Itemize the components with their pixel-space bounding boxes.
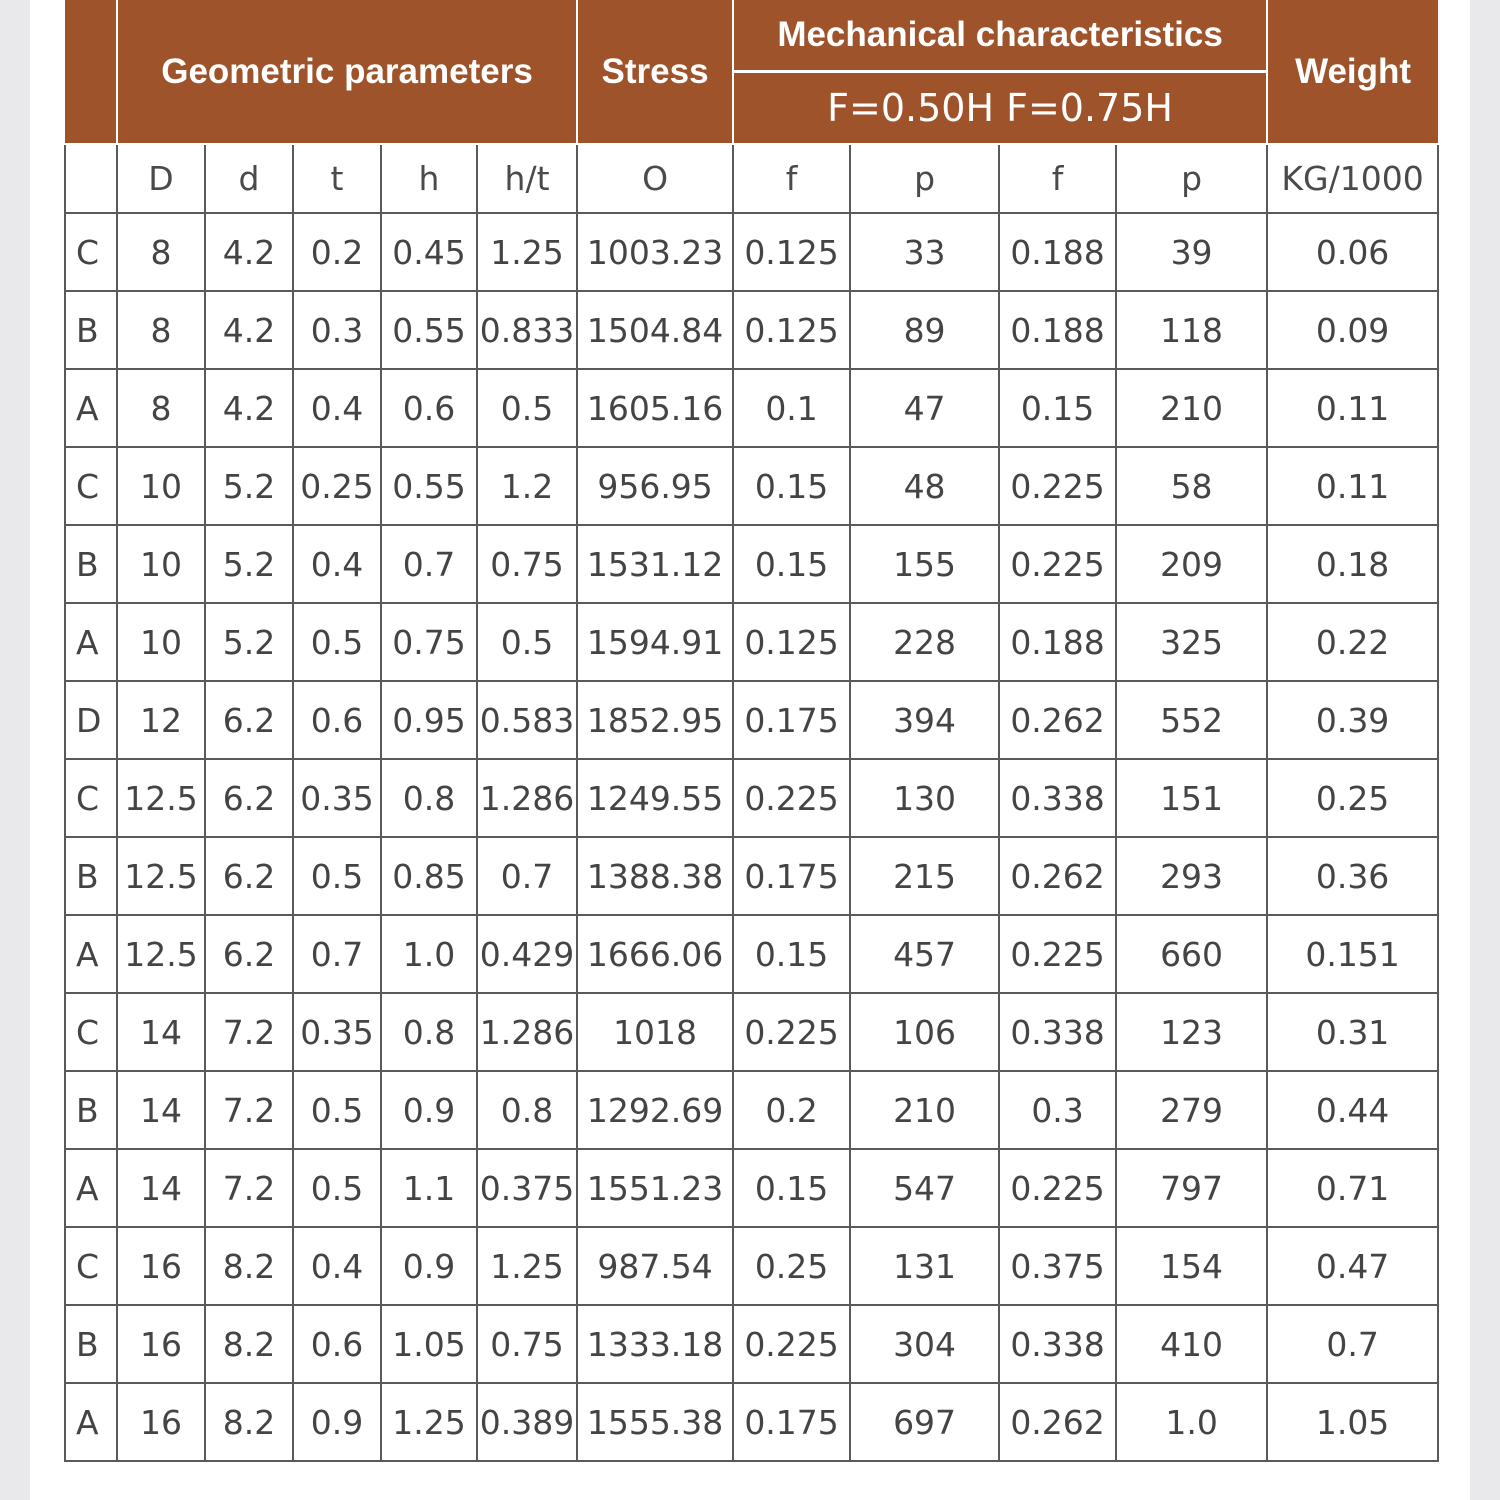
table-cell: 6.2 bbox=[205, 837, 293, 915]
table-cell: 1.05 bbox=[381, 1305, 477, 1383]
table-cell: 0.11 bbox=[1267, 369, 1438, 447]
table-row bbox=[65, 213, 1438, 291]
table-row bbox=[65, 1227, 1438, 1305]
table-cell: 210 bbox=[1116, 369, 1267, 447]
table-cell: 0.7 bbox=[381, 525, 477, 603]
table-cell: 1605.16 bbox=[577, 369, 733, 447]
table-cell: 1666.06 bbox=[577, 915, 733, 993]
unit-cell: f bbox=[733, 144, 850, 213]
table-cell: 0.44 bbox=[1267, 1071, 1438, 1149]
table-cell: 0.55 bbox=[381, 447, 477, 525]
table-cell: 16 bbox=[117, 1227, 205, 1305]
table-cell: 0.8 bbox=[381, 993, 477, 1071]
table-cell: 0.375 bbox=[477, 1149, 577, 1227]
grade-cell: C bbox=[65, 993, 117, 1071]
unit-cell-blank bbox=[65, 144, 117, 213]
table-cell: 123 bbox=[1116, 993, 1267, 1071]
table-cell: 0.188 bbox=[999, 603, 1116, 681]
unit-cell: h bbox=[381, 144, 477, 213]
table-cell: 1.286 bbox=[477, 759, 577, 837]
table-cell: 209 bbox=[1116, 525, 1267, 603]
table-cell: 0.22 bbox=[1267, 603, 1438, 681]
table-cell: 5.2 bbox=[205, 603, 293, 681]
table-row bbox=[65, 1305, 1438, 1383]
table-cell: 552 bbox=[1116, 681, 1267, 759]
table-cell: 0.71 bbox=[1267, 1149, 1438, 1227]
table-cell: 1292.69 bbox=[577, 1071, 733, 1149]
grade-cell: A bbox=[65, 1149, 117, 1227]
grade-cell: D bbox=[65, 681, 117, 759]
grade-cell: C bbox=[65, 759, 117, 837]
unit-cell: d bbox=[205, 144, 293, 213]
table-cell: 0.11 bbox=[1267, 447, 1438, 525]
table-cell: 0.225 bbox=[999, 525, 1116, 603]
unit-cell: O bbox=[577, 144, 733, 213]
table-cell: 0.15 bbox=[733, 447, 850, 525]
table-cell: 0.429 bbox=[477, 915, 577, 993]
table-cell: 0.3 bbox=[999, 1071, 1116, 1149]
table-cell: 0.25 bbox=[733, 1227, 850, 1305]
table-cell: 0.1 bbox=[733, 369, 850, 447]
grade-cell: B bbox=[65, 1071, 117, 1149]
table-cell: 0.225 bbox=[733, 1305, 850, 1383]
table-cell: 7.2 bbox=[205, 993, 293, 1071]
table-cell: 0.7 bbox=[477, 837, 577, 915]
grade-cell: C bbox=[65, 1227, 117, 1305]
table-cell: 0.125 bbox=[733, 291, 850, 369]
table-cell: 0.338 bbox=[999, 759, 1116, 837]
table-cell: 39 bbox=[1116, 213, 1267, 291]
table-cell: 1.25 bbox=[381, 1383, 477, 1461]
table-cell: 1.2 bbox=[477, 447, 577, 525]
table-cell: 0.7 bbox=[293, 915, 381, 993]
grade-cell: A bbox=[65, 603, 117, 681]
table-cell: 10 bbox=[117, 525, 205, 603]
table-cell: 0.262 bbox=[999, 837, 1116, 915]
grade-cell: A bbox=[65, 915, 117, 993]
table-cell: 547 bbox=[850, 1149, 999, 1227]
table-cell: 0.85 bbox=[381, 837, 477, 915]
table-cell: 279 bbox=[1116, 1071, 1267, 1149]
table-cell: 5.2 bbox=[205, 525, 293, 603]
table-cell: 0.225 bbox=[999, 915, 1116, 993]
table-cell: 1.05 bbox=[1267, 1383, 1438, 1461]
table-cell: 0.6 bbox=[293, 1305, 381, 1383]
table-cell: 0.31 bbox=[1267, 993, 1438, 1071]
grade-cell: B bbox=[65, 291, 117, 369]
table-cell: 0.15 bbox=[999, 369, 1116, 447]
table-cell: 8.2 bbox=[205, 1227, 293, 1305]
table-cell: 0.125 bbox=[733, 213, 850, 291]
table-cell: 0.45 bbox=[381, 213, 477, 291]
table-cell: 660 bbox=[1116, 915, 1267, 993]
page-sheet bbox=[30, 0, 1470, 1500]
table-cell: 47 bbox=[850, 369, 999, 447]
table-cell: 1018 bbox=[577, 993, 733, 1071]
table-cell: 0.18 bbox=[1267, 525, 1438, 603]
table-cell: 410 bbox=[1116, 1305, 1267, 1383]
table-cell: 0.175 bbox=[733, 837, 850, 915]
table-cell: 1.1 bbox=[381, 1149, 477, 1227]
grade-cell: B bbox=[65, 525, 117, 603]
table-cell: 228 bbox=[850, 603, 999, 681]
table-cell: 0.338 bbox=[999, 1305, 1116, 1383]
table-cell: 155 bbox=[850, 525, 999, 603]
table-cell: 210 bbox=[850, 1071, 999, 1149]
table-cell: 0.55 bbox=[381, 291, 477, 369]
table-cell: 14 bbox=[117, 1071, 205, 1149]
table-cell: 0.225 bbox=[733, 759, 850, 837]
table-row bbox=[65, 681, 1438, 759]
table-cell: 0.188 bbox=[999, 291, 1116, 369]
table-row bbox=[65, 447, 1438, 525]
table-cell: 0.6 bbox=[381, 369, 477, 447]
header-geometric-parameters: Geometric parameters bbox=[117, 0, 577, 144]
table-cell: 118 bbox=[1116, 291, 1267, 369]
table-cell: 1249.55 bbox=[577, 759, 733, 837]
table-cell: 0.4 bbox=[293, 525, 381, 603]
table-cell: 0.262 bbox=[999, 1383, 1116, 1461]
table-cell: 0.15 bbox=[733, 1149, 850, 1227]
table-cell: 987.54 bbox=[577, 1227, 733, 1305]
table-cell: 0.15 bbox=[733, 915, 850, 993]
table-cell: 8.2 bbox=[205, 1383, 293, 1461]
table-cell: 14 bbox=[117, 993, 205, 1071]
table-cell: 4.2 bbox=[205, 213, 293, 291]
table-cell: 0.5 bbox=[293, 603, 381, 681]
table-cell: 0.4 bbox=[293, 369, 381, 447]
table-cell: 154 bbox=[1116, 1227, 1267, 1305]
table-cell: 16 bbox=[117, 1383, 205, 1461]
table-cell: 0.375 bbox=[999, 1227, 1116, 1305]
table-cell: 0.8 bbox=[477, 1071, 577, 1149]
table-cell: 1504.84 bbox=[577, 291, 733, 369]
table-cell: 0.583 bbox=[477, 681, 577, 759]
table-row bbox=[65, 837, 1438, 915]
table-cell: 0.833 bbox=[477, 291, 577, 369]
table-cell: 1.0 bbox=[1116, 1383, 1267, 1461]
grade-cell: A bbox=[65, 369, 117, 447]
table-cell: 0.47 bbox=[1267, 1227, 1438, 1305]
table-cell: 215 bbox=[850, 837, 999, 915]
unit-cell: h/t bbox=[477, 144, 577, 213]
table-cell: 0.35 bbox=[293, 993, 381, 1071]
table-cell: 0.39 bbox=[1267, 681, 1438, 759]
table-cell: 6.2 bbox=[205, 915, 293, 993]
table-cell: 1531.12 bbox=[577, 525, 733, 603]
table-cell: 14 bbox=[117, 1149, 205, 1227]
table-cell: 12 bbox=[117, 681, 205, 759]
table-cell: 1852.95 bbox=[577, 681, 733, 759]
table-cell: 7.2 bbox=[205, 1071, 293, 1149]
table-cell: 0.2 bbox=[293, 213, 381, 291]
table-cell: 12.5 bbox=[117, 759, 205, 837]
spec-table bbox=[64, 0, 1439, 1462]
table-row bbox=[65, 915, 1438, 993]
table-cell: 151 bbox=[1116, 759, 1267, 837]
unit-cell: D bbox=[117, 144, 205, 213]
unit-cell: t bbox=[293, 144, 381, 213]
table-cell: 797 bbox=[1116, 1149, 1267, 1227]
table-cell: 1003.23 bbox=[577, 213, 733, 291]
table-cell: 697 bbox=[850, 1383, 999, 1461]
unit-cell: KG/1000 bbox=[1267, 144, 1438, 213]
table-cell: 0.25 bbox=[293, 447, 381, 525]
table-cell: 0.125 bbox=[733, 603, 850, 681]
table-body bbox=[65, 144, 1438, 1461]
table-cell: 0.3 bbox=[293, 291, 381, 369]
table-cell: 10 bbox=[117, 603, 205, 681]
table-cell: 58 bbox=[1116, 447, 1267, 525]
table-cell: 293 bbox=[1116, 837, 1267, 915]
table-cell: 8 bbox=[117, 291, 205, 369]
table-cell: 10 bbox=[117, 447, 205, 525]
table-row bbox=[65, 1071, 1438, 1149]
table-cell: 1.25 bbox=[477, 1227, 577, 1305]
table-cell: 0.188 bbox=[999, 213, 1116, 291]
table-cell: 325 bbox=[1116, 603, 1267, 681]
header-stress: Stress bbox=[577, 0, 733, 144]
table-cell: 7.2 bbox=[205, 1149, 293, 1227]
table-cell: 4.2 bbox=[205, 369, 293, 447]
table-cell: 5.2 bbox=[205, 447, 293, 525]
table-cell: 0.9 bbox=[381, 1071, 477, 1149]
table-cell: 0.09 bbox=[1267, 291, 1438, 369]
grade-cell: C bbox=[65, 447, 117, 525]
table-cell: 12.5 bbox=[117, 837, 205, 915]
table-row bbox=[65, 1149, 1438, 1227]
table-cell: 0.5 bbox=[477, 369, 577, 447]
table-cell: 394 bbox=[850, 681, 999, 759]
grade-cell: A bbox=[65, 1383, 117, 1461]
table-cell: 16 bbox=[117, 1305, 205, 1383]
table-cell: 0.225 bbox=[999, 1149, 1116, 1227]
table-cell: 457 bbox=[850, 915, 999, 993]
table-cell: 0.5 bbox=[293, 1071, 381, 1149]
unit-row bbox=[65, 144, 1438, 213]
unit-cell: p bbox=[850, 144, 999, 213]
table-cell: 0.225 bbox=[733, 993, 850, 1071]
table-cell: 0.262 bbox=[999, 681, 1116, 759]
table-cell: 0.35 bbox=[293, 759, 381, 837]
table-cell: 1594.91 bbox=[577, 603, 733, 681]
table-cell: 8 bbox=[117, 369, 205, 447]
table-cell: 33 bbox=[850, 213, 999, 291]
table-cell: 0.75 bbox=[477, 1305, 577, 1383]
table-cell: 0.7 bbox=[1267, 1305, 1438, 1383]
table-cell: 0.4 bbox=[293, 1227, 381, 1305]
table-row bbox=[65, 759, 1438, 837]
table-cell: 0.338 bbox=[999, 993, 1116, 1071]
table-cell: 131 bbox=[850, 1227, 999, 1305]
table-cell: 0.225 bbox=[999, 447, 1116, 525]
table-cell: 1551.23 bbox=[577, 1149, 733, 1227]
table-cell: 0.15 bbox=[733, 525, 850, 603]
table-cell: 1.0 bbox=[381, 915, 477, 993]
table-cell: 0.75 bbox=[477, 525, 577, 603]
table-cell: 0.25 bbox=[1267, 759, 1438, 837]
table-cell: 956.95 bbox=[577, 447, 733, 525]
table-cell: 0.151 bbox=[1267, 915, 1438, 993]
table-row bbox=[65, 291, 1438, 369]
table-cell: 48 bbox=[850, 447, 999, 525]
header-grade-blank bbox=[65, 0, 117, 144]
table-cell: 0.5 bbox=[293, 1149, 381, 1227]
table-row bbox=[65, 603, 1438, 681]
table-cell: 0.75 bbox=[381, 603, 477, 681]
header-weight: Weight bbox=[1267, 0, 1438, 144]
table-cell: 130 bbox=[850, 759, 999, 837]
table-row bbox=[65, 993, 1438, 1071]
table-cell: 6.2 bbox=[205, 759, 293, 837]
table-cell: 6.2 bbox=[205, 681, 293, 759]
table-cell: 1388.38 bbox=[577, 837, 733, 915]
grade-cell: B bbox=[65, 1305, 117, 1383]
table-cell: 0.5 bbox=[477, 603, 577, 681]
table-cell: 89 bbox=[850, 291, 999, 369]
table-cell: 0.5 bbox=[293, 837, 381, 915]
table-cell: 106 bbox=[850, 993, 999, 1071]
grade-cell: B bbox=[65, 837, 117, 915]
table-cell: 0.6 bbox=[293, 681, 381, 759]
table-cell: 0.36 bbox=[1267, 837, 1438, 915]
table-cell: 0.9 bbox=[381, 1227, 477, 1305]
table-cell: 8.2 bbox=[205, 1305, 293, 1383]
table-row bbox=[65, 525, 1438, 603]
grade-cell: C bbox=[65, 213, 117, 291]
table-cell: 1.25 bbox=[477, 213, 577, 291]
table-cell: 304 bbox=[850, 1305, 999, 1383]
unit-cell: p bbox=[1116, 144, 1267, 213]
table-cell: 1333.18 bbox=[577, 1305, 733, 1383]
table-cell: 12.5 bbox=[117, 915, 205, 993]
table-cell: 0.9 bbox=[293, 1383, 381, 1461]
table-cell: 0.175 bbox=[733, 681, 850, 759]
unit-cell: f bbox=[999, 144, 1116, 213]
table-cell: 1555.38 bbox=[577, 1383, 733, 1461]
table-row bbox=[65, 369, 1438, 447]
table-cell: 0.06 bbox=[1267, 213, 1438, 291]
table-cell: 0.2 bbox=[733, 1071, 850, 1149]
table-row bbox=[65, 1383, 1438, 1461]
table-cell: 0.95 bbox=[381, 681, 477, 759]
table-cell: 8 bbox=[117, 213, 205, 291]
table-cell: 0.389 bbox=[477, 1383, 577, 1461]
table-cell: 0.8 bbox=[381, 759, 477, 837]
header-mechanical-characteristics: Mechanical characteristics bbox=[733, 0, 1267, 72]
table-cell: 1.286 bbox=[477, 993, 577, 1071]
header-load-cases: F=0.50H F=0.75H bbox=[733, 72, 1267, 145]
table-cell: 4.2 bbox=[205, 291, 293, 369]
table-cell: 0.175 bbox=[733, 1383, 850, 1461]
